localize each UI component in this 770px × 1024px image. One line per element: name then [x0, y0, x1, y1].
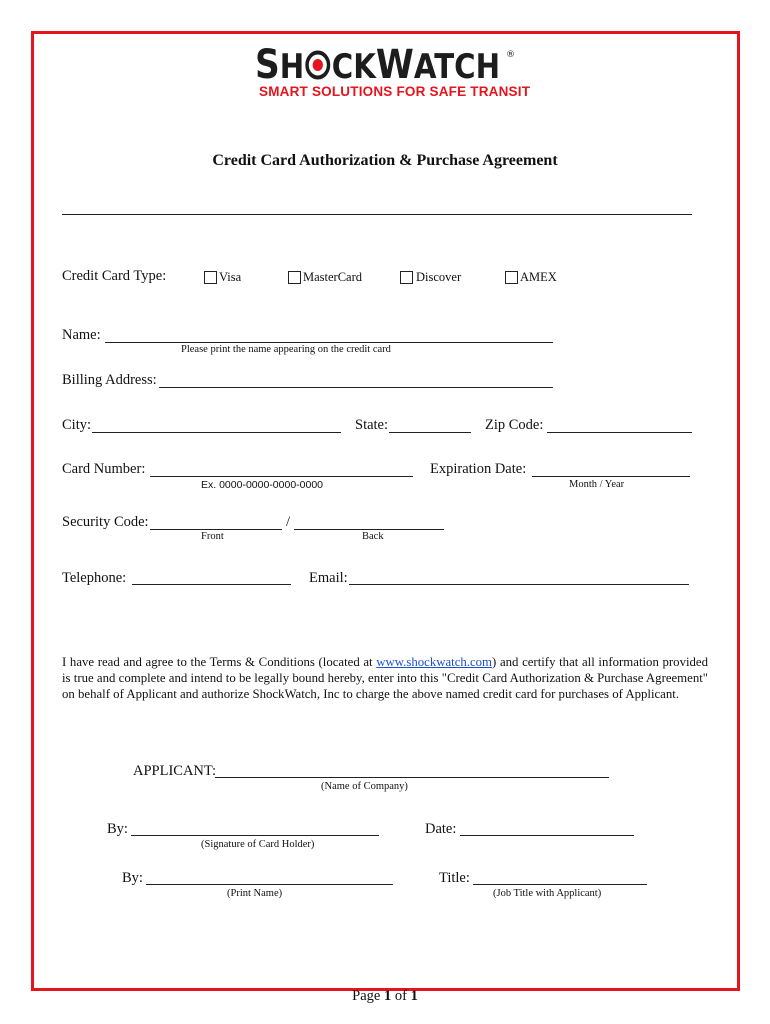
title-divider [62, 214, 692, 215]
print-name-hint: (Print Name) [227, 888, 283, 899]
agreement-paragraph: I have read and agree to the Terms & Conditions (located at www.shockwatch.com) and certify that all information provided is true and complete and intend to be legally bound hereby, enter into this "Credit Card Authorization & Purchase Agreement" on behalf of Applicant and authorize ShockWatch, Inc to charge the above named credit card for purchases of Applicant. [62, 655, 708, 701]
telephone-label: Telephone: [62, 570, 127, 586]
email-label: Email: [309, 570, 348, 586]
state-label: State: [355, 417, 389, 433]
security-code-label: Security Code: [62, 514, 149, 530]
visa-checkbox[interactable] [204, 271, 217, 284]
by-signature-label: By: [107, 821, 128, 837]
logo-tagline: SMART SOLUTIONS FOR SAFE TRANSIT [259, 84, 531, 99]
security-code-back-field[interactable] [294, 529, 444, 530]
email-field[interactable] [349, 584, 689, 585]
card-number-field[interactable] [150, 476, 413, 477]
expiration-hint: Month / Year [569, 479, 625, 490]
telephone-field[interactable] [132, 584, 291, 585]
expiration-field[interactable] [532, 476, 690, 477]
name-hint: Please print the name appearing on the credit card [181, 344, 391, 355]
card-type-label: Credit Card Type: [62, 268, 167, 284]
billing-address-label: Billing Address: [62, 372, 157, 388]
card-number-hint: Ex. 0000-0000-0000-0000 [201, 479, 324, 491]
security-back-hint: Back [362, 531, 384, 542]
amex-checkbox[interactable] [505, 271, 518, 284]
job-title-hint: (Job Title with Applicant) [493, 888, 602, 899]
billing-address-field[interactable] [159, 387, 553, 388]
job-title-field[interactable] [473, 884, 647, 885]
security-front-hint: Front [201, 531, 224, 542]
applicant-field[interactable] [215, 777, 609, 778]
date-field[interactable] [460, 835, 634, 836]
applicant-label: APPLICANT: [133, 763, 217, 779]
name-label: Name: [62, 327, 101, 343]
city-field[interactable] [92, 432, 341, 433]
state-field[interactable] [389, 432, 471, 433]
by-print-label: By: [122, 870, 143, 886]
expiration-label: Expiration Date: [430, 461, 527, 477]
job-title-label: Title: [439, 870, 470, 886]
print-name-field[interactable] [146, 884, 393, 885]
shockwatch-link[interactable]: www.shockwatch.com [376, 655, 493, 669]
document-title: Credit Card Authorization & Purchase Agreement [212, 152, 558, 169]
date-label: Date: [425, 821, 457, 837]
applicant-hint: (Name of Company) [321, 781, 408, 792]
amex-label: AMEX [520, 270, 557, 284]
discover-checkbox[interactable] [400, 271, 413, 284]
visa-label: Visa [219, 270, 242, 284]
signature-hint: (Signature of Card Holder) [201, 839, 315, 850]
mastercard-checkbox[interactable] [288, 271, 301, 284]
discover-label: Discover [416, 270, 462, 284]
registered-mark: ® [506, 50, 515, 60]
security-code-separator: / [286, 514, 291, 530]
page-number: Page 1 of 1 [352, 988, 418, 1004]
signature-field[interactable] [131, 835, 379, 836]
city-label: City: [62, 417, 92, 433]
security-code-front-field[interactable] [150, 529, 282, 530]
name-field[interactable] [105, 342, 553, 343]
card-number-label: Card Number: [62, 461, 146, 477]
page-border [31, 31, 740, 991]
company-logo: SH CKWATCH [255, 42, 501, 88]
mastercard-label: MasterCard [303, 270, 363, 284]
logo-target-icon [305, 45, 331, 75]
zip-field[interactable] [547, 432, 692, 433]
zip-label: Zip Code: [485, 417, 544, 433]
